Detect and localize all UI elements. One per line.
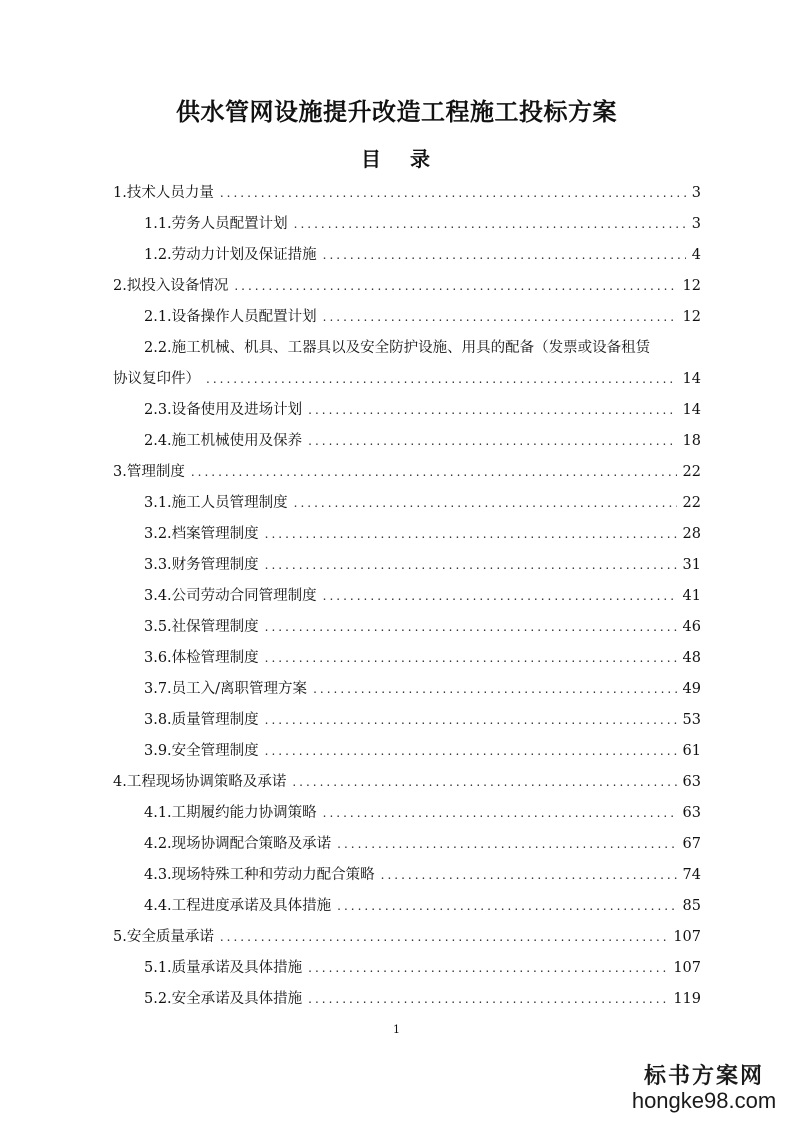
toc-leader-dots xyxy=(313,674,676,705)
toc-entry-label: 2.1.设备操作人员配置计划 xyxy=(144,309,317,325)
toc-leader-dots xyxy=(292,767,676,798)
watermark-cn-text: 标书方案网 xyxy=(643,1064,764,1089)
toc-entry-page: 107 xyxy=(673,929,701,945)
toc-entry-continuation xyxy=(113,364,701,395)
toc-entry-label: 2.3.设备使用及进场计划 xyxy=(144,402,303,418)
toc-entry xyxy=(113,395,701,426)
watermark-en-text: hongke98.com xyxy=(631,1088,777,1113)
toc-entry-page: 107 xyxy=(673,960,701,976)
toc-entry-page: 31 xyxy=(682,557,701,573)
toc-leader-dots xyxy=(265,519,677,550)
toc-entry-label: 3.管理制度 xyxy=(113,464,185,480)
page-number: 1 xyxy=(393,1023,400,1036)
toc-entry-page: 49 xyxy=(682,681,701,697)
toc-entry-page: 22 xyxy=(682,464,701,480)
toc-leader-dots xyxy=(265,736,677,767)
toc-entry xyxy=(113,984,701,1015)
toc-entry xyxy=(113,736,701,767)
toc-leader-dots xyxy=(323,240,686,271)
toc-entry-page: 4 xyxy=(691,247,701,263)
toc-entry-label: 3.9.安全管理制度 xyxy=(144,743,259,759)
toc-leader-dots xyxy=(265,612,677,643)
toc-leader-dots xyxy=(308,426,676,457)
toc-entry-page: 67 xyxy=(682,836,701,852)
toc-leader-dots xyxy=(323,581,677,612)
toc-leader-dots xyxy=(220,178,686,209)
document-title: 供水管网设施提升改造工程施工投标方案 xyxy=(176,97,617,126)
toc-leader-dots xyxy=(294,209,686,240)
toc-entry-page: 74 xyxy=(682,867,701,883)
toc-leader-dots xyxy=(265,550,677,581)
toc-entry xyxy=(113,178,701,209)
toc-heading: 目 录 xyxy=(361,147,432,171)
toc-entry-label: 2.2.施工机械、机具、工器具以及安全防护设施、用具的配备（发票或设备租赁 xyxy=(144,340,651,356)
toc-entry-label: 3.5.社保管理制度 xyxy=(144,619,259,635)
toc-entry-page: 3 xyxy=(691,216,701,232)
toc-leader-dots xyxy=(206,364,677,395)
toc-entry-page: 119 xyxy=(673,991,701,1007)
toc-entry-page: 48 xyxy=(682,650,701,666)
toc-entry-label: 3.3.财务管理制度 xyxy=(144,557,259,573)
toc-leader-dots xyxy=(265,643,677,674)
toc-entry-label: 4.工程现场协调策略及承诺 xyxy=(113,774,287,790)
toc-entry-page: 53 xyxy=(682,712,701,728)
toc-leader-dots xyxy=(308,953,667,984)
toc-leader-dots xyxy=(381,860,677,891)
toc-leader-dots xyxy=(294,488,677,519)
toc-entry-page: 61 xyxy=(682,743,701,759)
toc-leader-dots xyxy=(308,395,676,426)
toc-entry xyxy=(113,612,701,643)
toc-entry xyxy=(113,643,701,674)
toc-entry-label: 3.2.档案管理制度 xyxy=(144,526,259,542)
toc-entry-page: 18 xyxy=(682,433,701,449)
toc-entry-page: 14 xyxy=(682,402,701,418)
toc-entry-label: 5.2.安全承诺及具体措施 xyxy=(144,991,303,1007)
toc-entry xyxy=(113,860,701,891)
toc-entry-label: 3.6.体检管理制度 xyxy=(144,650,259,666)
toc-entry-label: 3.8.质量管理制度 xyxy=(144,712,259,728)
toc-entry-page: 22 xyxy=(682,495,701,511)
toc-entry xyxy=(113,829,701,860)
toc-entry-page: 28 xyxy=(682,526,701,542)
toc-entry-label: 4.3.现场特殊工种和劳动力配合策略 xyxy=(144,867,375,883)
toc-entry xyxy=(113,581,701,612)
toc-entry-label: 3.1.施工人员管理制度 xyxy=(144,495,288,511)
toc-entry xyxy=(113,953,701,984)
toc-entry-page: 14 xyxy=(682,371,701,387)
toc-leader-dots xyxy=(265,705,677,736)
toc-entry-page: 12 xyxy=(682,309,701,325)
toc-entry xyxy=(113,550,701,581)
toc-entry-label: 3.7.员工入/离职管理方案 xyxy=(144,681,308,697)
toc-entry-label: 1.技术人员力量 xyxy=(113,185,214,201)
toc-entry-label: 协议复印件） xyxy=(113,371,200,387)
toc-entry xyxy=(113,302,701,333)
toc-entry xyxy=(113,333,701,364)
table-of-contents xyxy=(113,178,701,1015)
toc-entry xyxy=(113,891,701,922)
toc-leader-dots xyxy=(337,891,676,922)
toc-entry xyxy=(113,922,701,953)
toc-entry xyxy=(113,209,701,240)
toc-entry-label: 2.拟投入设备情况 xyxy=(113,278,229,294)
toc-entry xyxy=(113,767,701,798)
toc-entry-page: 3 xyxy=(691,185,701,201)
toc-entry-page: 63 xyxy=(682,774,701,790)
toc-entry-label: 1.1.劳务人员配置计划 xyxy=(144,216,288,232)
toc-entry xyxy=(113,457,701,488)
toc-entry xyxy=(113,271,701,302)
toc-entry-page: 41 xyxy=(682,588,701,604)
toc-entry xyxy=(113,798,701,829)
toc-entry-page: 85 xyxy=(682,898,701,914)
toc-entry-label: 3.4.公司劳动合同管理制度 xyxy=(144,588,317,604)
toc-entry-label: 2.4.施工机械使用及保养 xyxy=(144,433,303,449)
toc-leader-dots xyxy=(308,984,667,1015)
toc-entry-label: 4.4.工程进度承诺及具体措施 xyxy=(144,898,332,914)
toc-leader-dots xyxy=(220,922,667,953)
toc-entry xyxy=(113,519,701,550)
toc-entry xyxy=(113,705,701,736)
toc-leader-dots xyxy=(323,798,677,829)
toc-entry-page: 12 xyxy=(682,278,701,294)
toc-entry xyxy=(113,674,701,705)
toc-entry-label: 5.安全质量承诺 xyxy=(113,929,214,945)
toc-entry-page: 63 xyxy=(682,805,701,821)
watermark-logo xyxy=(629,1059,779,1114)
toc-leader-dots xyxy=(191,457,677,488)
toc-entry-page: 46 xyxy=(682,619,701,635)
toc-leader-dots xyxy=(234,271,676,302)
toc-entry xyxy=(113,488,701,519)
toc-leader-dots xyxy=(323,302,677,333)
toc-entry-label: 4.2.现场协调配合策略及承诺 xyxy=(144,836,332,852)
toc-entry xyxy=(113,426,701,457)
toc-entry xyxy=(113,240,701,271)
toc-entry-label: 5.1.质量承诺及具体措施 xyxy=(144,960,303,976)
toc-entry-label: 4.1.工期履约能力协调策略 xyxy=(144,805,317,821)
toc-entry-label: 1.2.劳动力计划及保证措施 xyxy=(144,247,317,263)
toc-leader-dots xyxy=(337,829,676,860)
